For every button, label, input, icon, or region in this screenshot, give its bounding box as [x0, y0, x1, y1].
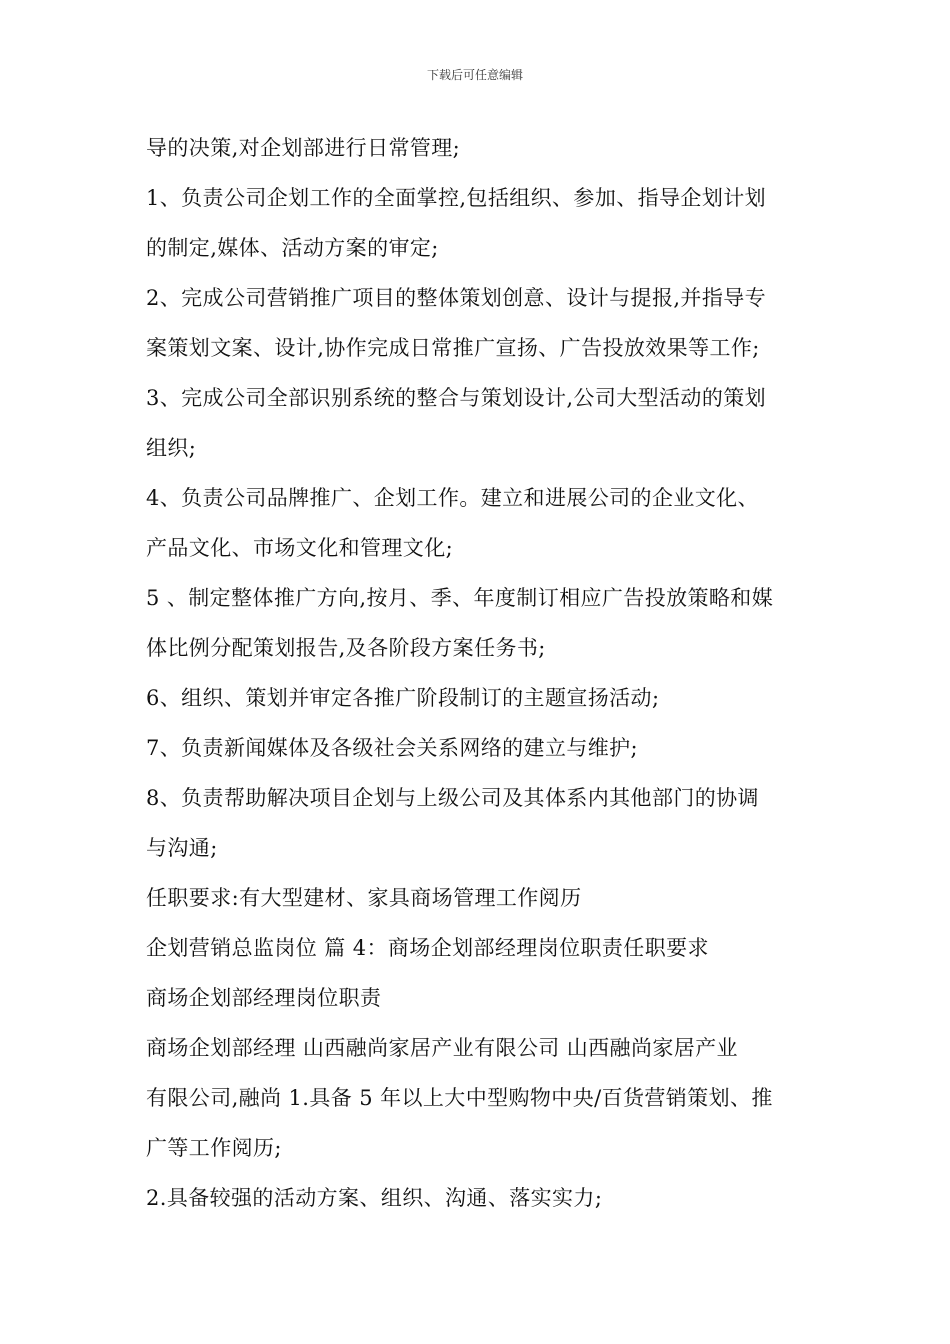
page-header: 下载后可任意编辑 — [426, 68, 523, 82]
text-line: 案策划文案、设计,协作完成日常推广宣扬、广告投放效果等工作; — [146, 336, 760, 360]
text-line: 7、负责新闻媒体及各级社会关系网络的建立与维护; — [146, 736, 639, 760]
text-line: 导的决策,对企划部进行日常管理; — [146, 136, 461, 160]
text-line: 2.具备较强的活动方案、组织、沟通、落实实力; — [146, 1186, 603, 1210]
text-line: 的制定,媒体、活动方案的审定; — [146, 236, 439, 260]
text-line: 产品文化、市场文化和管理文化; — [146, 536, 454, 560]
text-line: 广等工作阅历; — [146, 1136, 282, 1160]
text-line: 2、完成公司营销推广项目的整体策划创意、设计与提报,并指导专 — [146, 286, 767, 310]
text-line: 企划营销总监岗位 篇 4：商场企划部经理岗位职责任职要求 — [146, 936, 709, 960]
text-line: 商场企划部经理岗位职责 — [146, 986, 382, 1010]
text-line: 体比例分配策划报告,及各阶段方案任务书; — [146, 636, 546, 660]
text-line: 组织; — [146, 436, 197, 460]
text-line: 8、负责帮助解决项目企划与上级公司及其体系内其他部门的协调 — [146, 786, 759, 810]
text-line: 4、负责公司品牌推广、企划工作。建立和进展公司的企业文化、 — [146, 486, 759, 510]
text-line: 有限公司,融尚 1.具备 5 年以上大中型购物中央/百货营销策划、推 — [146, 1086, 773, 1110]
text-line: 任职要求:有大型建材、家具商场管理工作阅历 — [146, 886, 582, 910]
text-line: 1、负责公司企划工作的全面掌控,包括组织、参加、指导企划计划 — [146, 186, 767, 210]
text-line: 商场企划部经理 山西融尚家居产业有限公司 山西融尚家居产业 — [146, 1036, 738, 1060]
text-line: 6、组织、策划并审定各推广阶段制订的主题宣扬活动; — [146, 686, 660, 710]
text-line: 与沟通; — [146, 836, 218, 860]
text-line: 5 、制定整体推广方向,按月、季、年度制订相应广告投放策略和媒 — [146, 586, 774, 610]
text-line: 3、完成公司全部识别系统的整合与策划设计,公司大型活动的策划 — [146, 386, 767, 410]
